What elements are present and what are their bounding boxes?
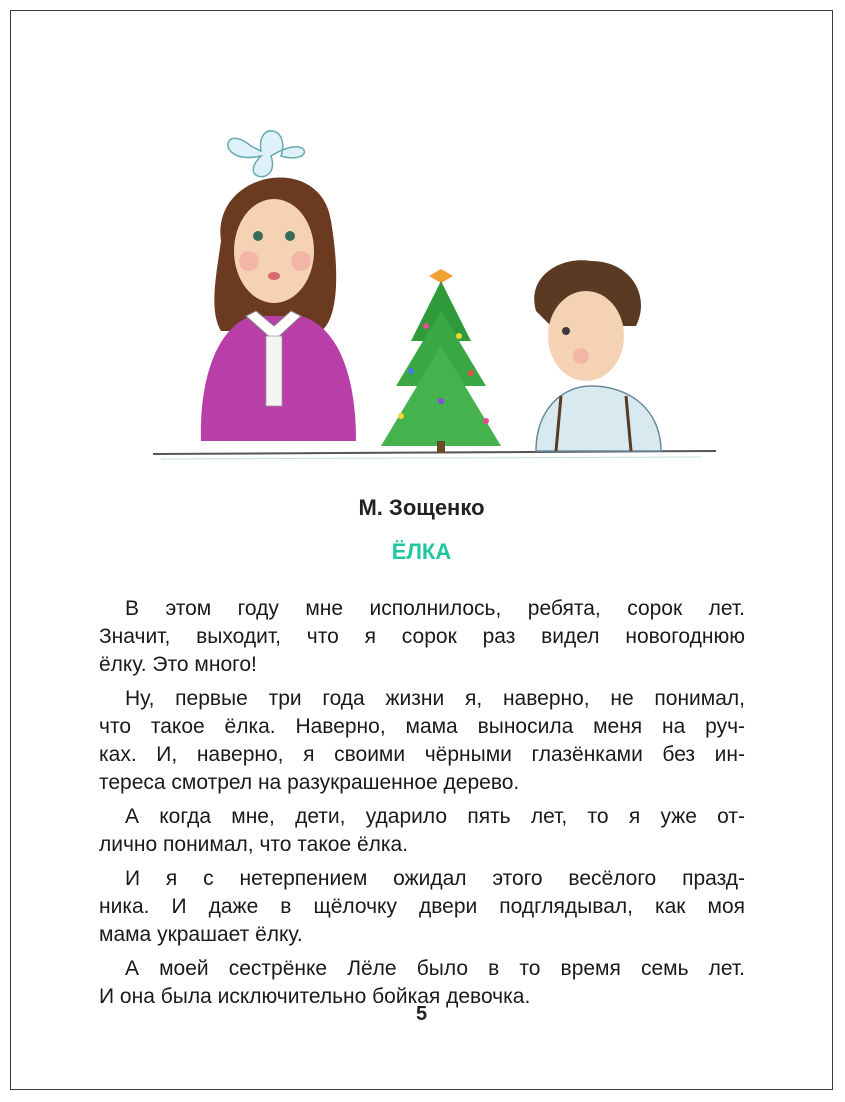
text-line: И она была исключительно бойкая девочка. <box>99 985 531 1008</box>
text-line: И я с нетерпением ожидал этого весёлого празд- <box>125 867 745 890</box>
illustration-girl-boy-christmas-tree <box>141 111 731 491</box>
christmas-tree <box>381 269 501 453</box>
text-line: ёлку. Это много! <box>99 653 257 676</box>
author-name: М. Зощенко <box>358 495 485 520</box>
text-line: А моей сестрёнке Лёле было в то время семь лет. <box>125 957 745 980</box>
text-line: ках. И, наверно, я своими чёрными глазёнками без ин- <box>99 743 745 766</box>
girl-figure <box>201 131 356 441</box>
story-body <box>99 595 745 1017</box>
paragraph <box>99 803 745 859</box>
text-line: Ну, первые три года жизни я, наверно, не понимал, <box>125 687 745 710</box>
text-line: ника. И даже в щёлочку двери подглядывал, как моя <box>99 895 745 918</box>
text-line: В этом году мне исполнилось, ребята, сорок лет. <box>125 597 745 620</box>
paragraph <box>99 865 745 949</box>
text-line: тереса смотрел на разукрашенное дерево. <box>99 771 520 794</box>
boy-figure <box>534 260 661 451</box>
text-line: А когда мне, дети, ударило пять лет, то я уже от- <box>125 805 745 828</box>
paragraph <box>99 595 745 679</box>
text-line: лично понимал, что такое ёлка. <box>99 833 409 856</box>
text-line: что такое ёлка. Наверно, мама выносила меня на руч- <box>99 715 745 738</box>
page-frame <box>10 10 833 1090</box>
text-line: мама украшает ёлку. <box>99 923 303 946</box>
text-line: Значит, выходит, что я сорок раз видел новогоднюю <box>99 625 745 648</box>
page-number: 5 <box>415 1003 428 1025</box>
story-title: ЁЛКА <box>391 539 452 564</box>
paragraph <box>99 685 745 797</box>
